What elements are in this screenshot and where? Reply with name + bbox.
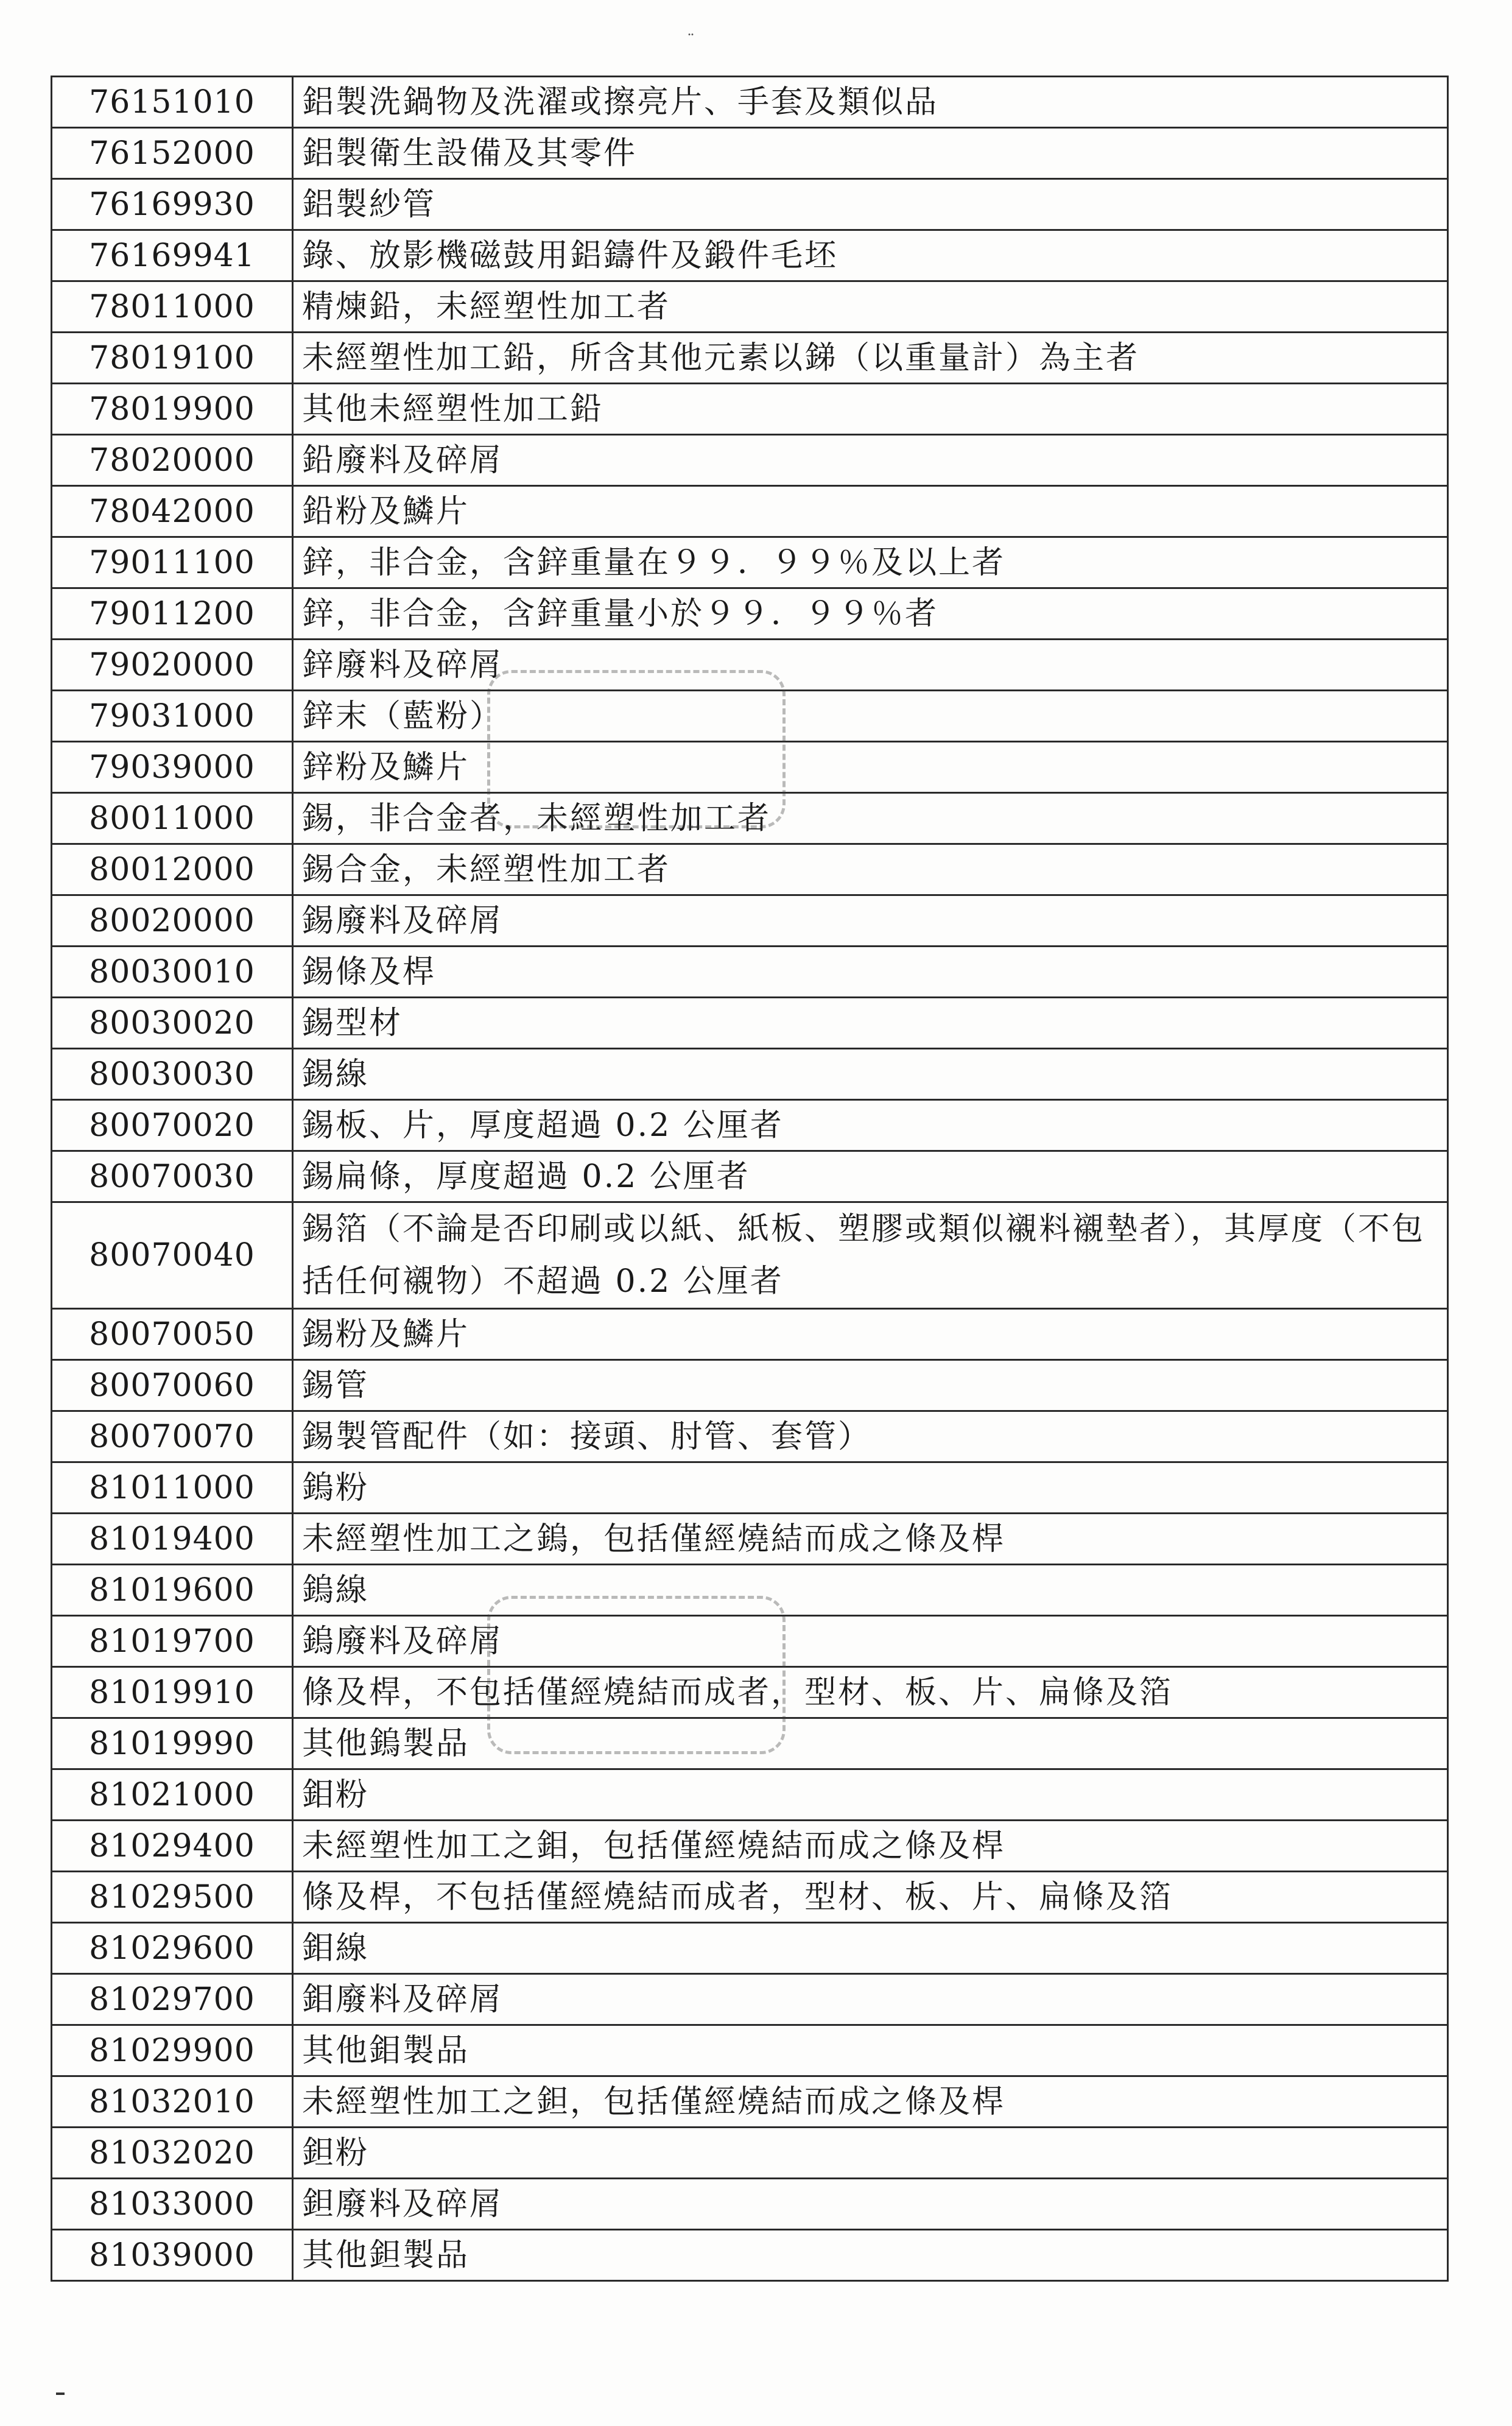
description-cell: 錫扁條，厚度超過 0.2 公厘者: [293, 1151, 1448, 1202]
tariff-code-cell: 80070040: [52, 1202, 293, 1309]
table-row: [52, 1821, 1448, 1872]
table-row: [52, 128, 1448, 179]
tariff-code-cell: 81019600: [52, 1565, 293, 1616]
tariff-code-cell: 81019910: [52, 1667, 293, 1718]
table-row: [52, 179, 1448, 230]
description-cell: 鋁製洗鍋物及洗濯或擦亮片、手套及類似品: [293, 77, 1448, 128]
bottom-scan-mark: [56, 2393, 65, 2395]
description-cell: 未經塑性加工之鎢，包括僅經燒結而成之條及桿: [293, 1514, 1448, 1565]
tariff-code-cell: 81019990: [52, 1718, 293, 1769]
table-row: [52, 1100, 1448, 1151]
description-cell: 錫線: [293, 1049, 1448, 1100]
faint-stamp: [487, 1596, 786, 1754]
description-cell: 錫條及桿: [293, 947, 1448, 998]
description-cell: 錫粉及鱗片: [293, 1309, 1448, 1360]
table-row: [52, 333, 1448, 384]
table-row: [52, 947, 1448, 998]
tariff-code-cell: 81032020: [52, 2128, 293, 2179]
tariff-code-cell: 80070030: [52, 1151, 293, 1202]
table-row: [52, 281, 1448, 333]
description-cell: 鉛粉及鱗片: [293, 486, 1448, 537]
tariff-code-cell: 80070070: [52, 1411, 293, 1462]
tariff-code-cell: 79039000: [52, 742, 293, 793]
table-row: [52, 1974, 1448, 2025]
tariff-code-cell: 80012000: [52, 844, 293, 895]
description-cell: 鉭粉: [293, 2128, 1448, 2179]
description-cell: 條及桿，不包括僅經燒結而成者，型材、板、片、扁條及箔: [293, 1667, 1448, 1718]
tariff-code-cell: 81029400: [52, 1821, 293, 1872]
tariff-code-cell: 80070050: [52, 1309, 293, 1360]
tariff-code-cell: 81029500: [52, 1872, 293, 1923]
description-cell: 未經塑性加工之鉬，包括僅經燒結而成之條及桿: [293, 1821, 1448, 1872]
description-cell: 精煉鉛，未經塑性加工者: [293, 281, 1448, 333]
table-row: [52, 844, 1448, 895]
description-cell: 鋁製紗管: [293, 179, 1448, 230]
table-row: [52, 1151, 1448, 1202]
tariff-code-cell: 81029700: [52, 1974, 293, 2025]
description-cell: 鋅，非合金，含鋅重量小於９９．９９％者: [293, 588, 1448, 640]
description-cell: 條及桿，不包括僅經燒結而成者，型材、板、片、扁條及箔: [293, 1872, 1448, 1923]
tariff-code-cell: 78011000: [52, 281, 293, 333]
description-cell: 錄、放影機磁鼓用鋁鑄件及鍛件毛坯: [293, 230, 1448, 281]
description-cell: 錫合金，未經塑性加工者: [293, 844, 1448, 895]
description-cell: 鉬粉: [293, 1769, 1448, 1821]
description-cell: 其他鉬製品: [293, 2025, 1448, 2076]
tariff-code-cell: 76151010: [52, 77, 293, 128]
tariff-code-cell: 81039000: [52, 2230, 293, 2281]
tariff-code-cell: 81021000: [52, 1769, 293, 1821]
description-cell: 未經塑性加工之鉭，包括僅經燒結而成之條及桿: [293, 2076, 1448, 2128]
tariff-code-cell: 78042000: [52, 486, 293, 537]
tariff-code-cell: 80070020: [52, 1100, 293, 1151]
description-cell: 鋅，非合金，含鋅重量在９９．９９％及以上者: [293, 537, 1448, 588]
tariff-code-cell: 78020000: [52, 435, 293, 486]
description-cell: 未經塑性加工鉛，所含其他元素以銻（以重量計）為主者: [293, 333, 1448, 384]
description-cell: 鉭廢料及碎屑: [293, 2179, 1448, 2230]
description-cell: 錫板、片，厚度超過 0.2 公厘者: [293, 1100, 1448, 1151]
table-row: [52, 1769, 1448, 1821]
description-cell: 鉬線: [293, 1923, 1448, 1974]
description-cell: 鋅粉及鱗片: [293, 742, 1448, 793]
table-row: [52, 2179, 1448, 2230]
table-row: [52, 1049, 1448, 1100]
description-cell: 鉛廢料及碎屑: [293, 435, 1448, 486]
table-row: [52, 1360, 1448, 1411]
table-row: [52, 1309, 1448, 1360]
description-cell: 鎢廢料及碎屑: [293, 1616, 1448, 1667]
table-row: [52, 435, 1448, 486]
table-row: [52, 486, 1448, 537]
table-row: [52, 1411, 1448, 1462]
tariff-code-cell: 76169930: [52, 179, 293, 230]
description-cell: 錫箔（不論是否印刷或以紙、紙板、塑膠或類似襯料襯墊者），其厚度（不包括任何襯物）不超過 0.2 公厘者: [293, 1202, 1448, 1309]
top-scan-mark: ¨: [687, 32, 697, 50]
description-cell: 鉬廢料及碎屑: [293, 1974, 1448, 2025]
tariff-code-cell: 80011000: [52, 793, 293, 844]
table-row: [52, 1923, 1448, 1974]
description-cell: 其他鎢製品: [293, 1718, 1448, 1769]
description-cell: 其他鉭製品: [293, 2230, 1448, 2281]
tariff-code-cell: 79031000: [52, 691, 293, 742]
table-row: [52, 895, 1448, 947]
table-row: [52, 2128, 1448, 2179]
table-row: [52, 384, 1448, 435]
tariff-code-cell: 81029600: [52, 1923, 293, 1974]
tariff-code-cell: 79020000: [52, 640, 293, 691]
description-cell: 錫，非合金者，未經塑性加工者: [293, 793, 1448, 844]
description-cell: 錫型材: [293, 998, 1448, 1049]
tariff-code-cell: 80030010: [52, 947, 293, 998]
table-row: [52, 1202, 1448, 1309]
description-cell: 鎢線: [293, 1565, 1448, 1616]
tariff-code-cell: 79011200: [52, 588, 293, 640]
table-body: [52, 77, 1448, 2281]
tariff-code-cell: 78019900: [52, 384, 293, 435]
table-row: [52, 2076, 1448, 2128]
table-row: [52, 77, 1448, 128]
tariff-code-cell: 81019400: [52, 1514, 293, 1565]
tariff-code-cell: 80030020: [52, 998, 293, 1049]
table-row: [52, 1462, 1448, 1514]
tariff-code-cell: 76152000: [52, 128, 293, 179]
tariff-code-cell: 76169941: [52, 230, 293, 281]
table-row: [52, 1514, 1448, 1565]
table-row: [52, 998, 1448, 1049]
tariff-code-cell: 80020000: [52, 895, 293, 947]
table-row: [52, 588, 1448, 640]
tariff-code-cell: 79011100: [52, 537, 293, 588]
tariff-code-cell: 81019700: [52, 1616, 293, 1667]
description-cell: 鎢粉: [293, 1462, 1448, 1514]
tariff-code-cell: 80070060: [52, 1360, 293, 1411]
faint-stamp: [487, 670, 786, 828]
table-row: [52, 2230, 1448, 2281]
table-row: [52, 230, 1448, 281]
description-cell: 鋅末（藍粉）: [293, 691, 1448, 742]
tariff-code-table: [51, 76, 1449, 2282]
tariff-code-cell: 81029900: [52, 2025, 293, 2076]
description-cell: 鋅廢料及碎屑: [293, 640, 1448, 691]
tariff-code-cell: 81033000: [52, 2179, 293, 2230]
description-cell: 錫製管配件（如：接頭、肘管、套管）: [293, 1411, 1448, 1462]
table-row: [52, 537, 1448, 588]
tariff-code-cell: 81011000: [52, 1462, 293, 1514]
description-cell: 錫管: [293, 1360, 1448, 1411]
tariff-code-cell: 78019100: [52, 333, 293, 384]
table-row: [52, 2025, 1448, 2076]
description-cell: 鋁製衛生設備及其零件: [293, 128, 1448, 179]
tariff-code-cell: 80030030: [52, 1049, 293, 1100]
description-cell: 其他未經塑性加工鉛: [293, 384, 1448, 435]
table-row: [52, 1872, 1448, 1923]
description-cell: 錫廢料及碎屑: [293, 895, 1448, 947]
tariff-code-cell: 81032010: [52, 2076, 293, 2128]
